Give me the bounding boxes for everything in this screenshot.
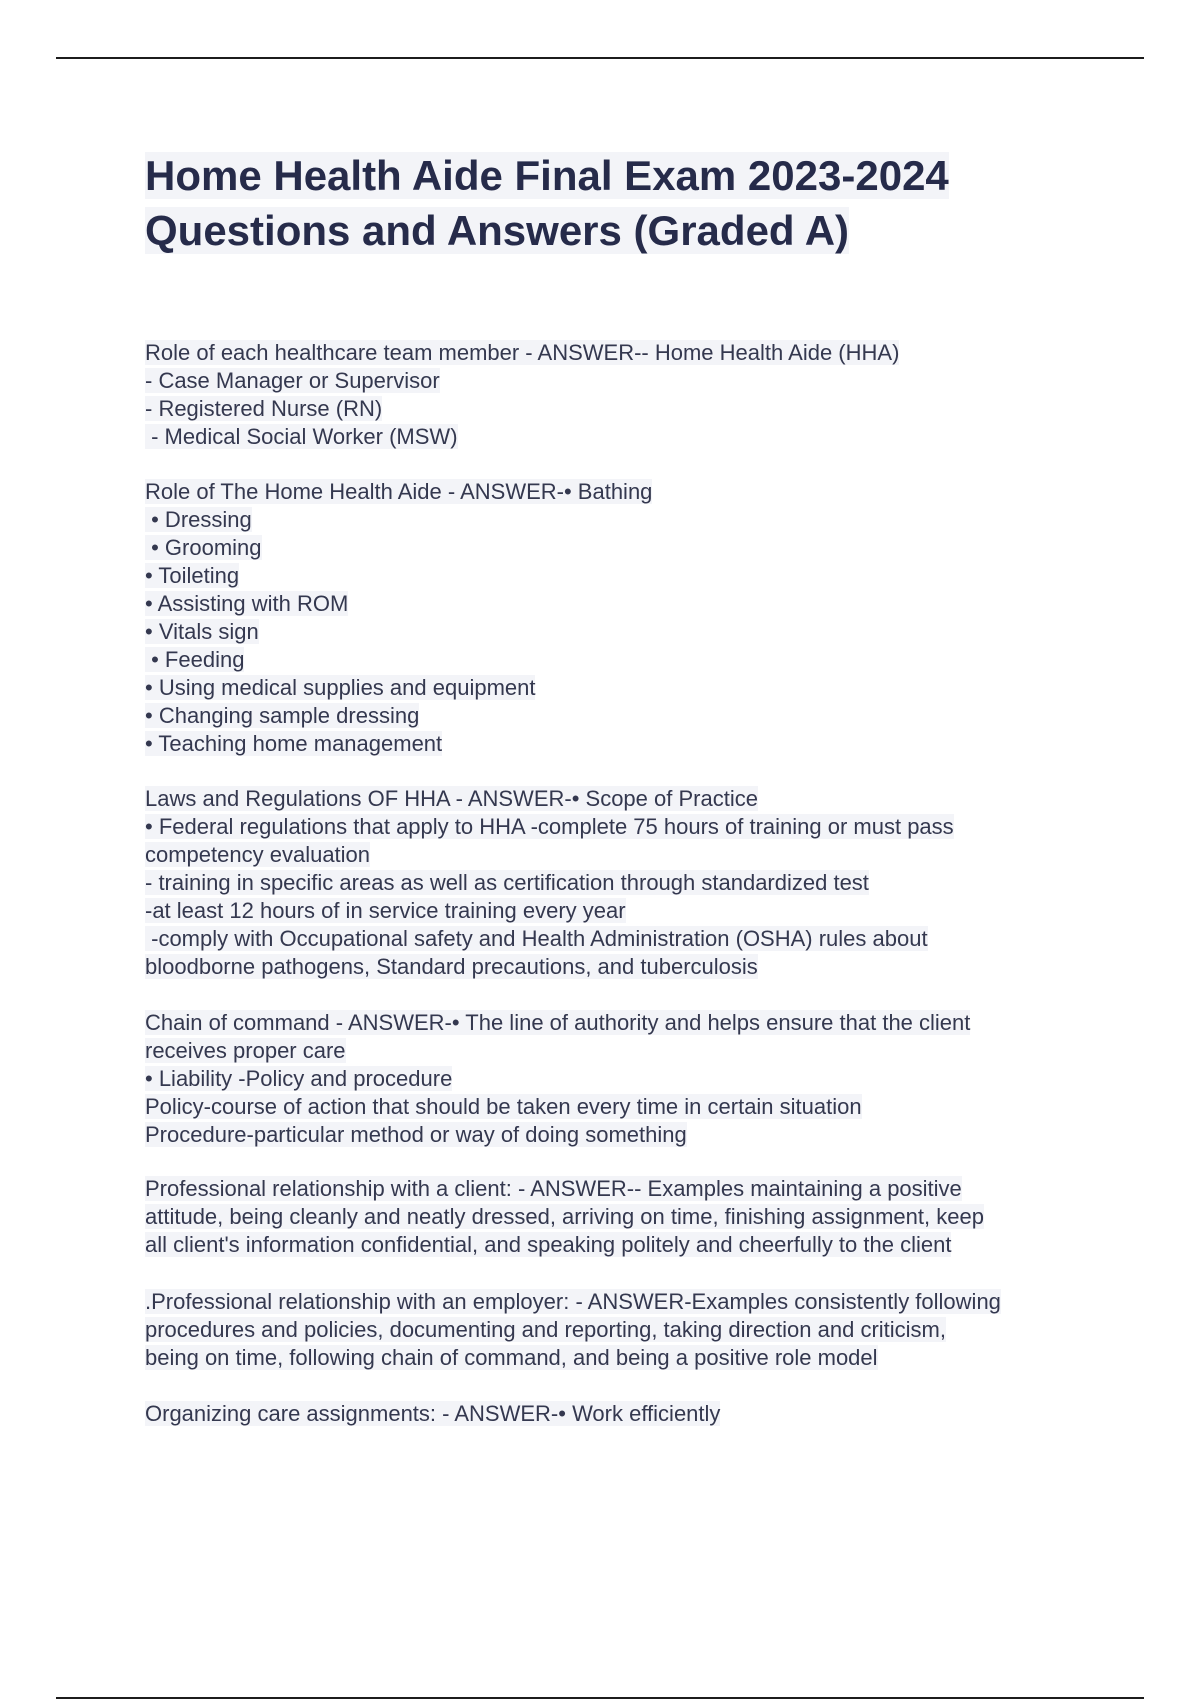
qa-line: competency evaluation xyxy=(145,842,371,867)
qa-line: Laws and Regulations OF HHA - ANSWER-• Scope of Practice xyxy=(145,786,758,811)
qa-line: - Registered Nurse (RN) xyxy=(145,396,383,421)
qa-line: receives proper care xyxy=(145,1038,346,1063)
page-title xyxy=(145,148,1083,258)
qa-line: • Dressing xyxy=(145,507,252,532)
qa-line: • Teaching home management xyxy=(145,731,443,756)
qa-line: Professional relationship with a client: - ANSWER-- Examples maintaining a positive xyxy=(145,1176,962,1201)
qa-item-chain-of-command xyxy=(145,1009,1105,1149)
qa-item-hha-role xyxy=(145,478,1105,758)
qa-line: • Vitals sign xyxy=(145,619,259,644)
qa-line: attitude, being cleanly and neatly dressed, arriving on time, finishing assignment, keep xyxy=(145,1204,984,1229)
qa-line: Procedure-particular method or way of doing something xyxy=(145,1122,687,1147)
qa-item-employer-relationship xyxy=(145,1288,1105,1372)
qa-line: - Medical Social Worker (MSW) xyxy=(145,424,458,449)
qa-line: Chain of command - ANSWER-• The line of authority and helps ensure that the client xyxy=(145,1010,971,1035)
qa-line: • Federal regulations that apply to HHA -complete 75 hours of training or must pass xyxy=(145,814,954,839)
title-line: Home Health Aide Final Exam 2023-2024 xyxy=(145,152,949,199)
qa-line: • Changing sample dressing xyxy=(145,703,420,728)
qa-line: • Liability -Policy and procedure xyxy=(145,1066,453,1091)
qa-line: bloodborne pathogens, Standard precautions, and tuberculosis xyxy=(145,954,758,979)
qa-line: • Toileting xyxy=(145,563,240,588)
qa-line: being on time, following chain of command, and being a positive role model xyxy=(145,1345,878,1370)
qa-line: • Using medical supplies and equipment xyxy=(145,675,536,700)
title-line: Questions and Answers (Graded A) xyxy=(145,207,850,254)
qa-line: .Professional relationship with an employer: - ANSWER-Examples consistently following xyxy=(145,1289,1001,1314)
qa-line: procedures and policies, documenting and reporting, taking direction and criticism, xyxy=(145,1317,946,1342)
qa-line: • Feeding xyxy=(145,647,245,672)
qa-line: all client's information confidential, and speaking politely and cheerfully to the client xyxy=(145,1232,952,1257)
qa-item-laws-regulations xyxy=(145,785,1105,981)
qa-line: Policy-course of action that should be taken every time in certain situation xyxy=(145,1094,862,1119)
qa-line: - training in specific areas as well as certification through standardized test xyxy=(145,870,869,895)
qa-line: • Assisting with ROM xyxy=(145,591,349,616)
qa-line: Organizing care assignments: - ANSWER-• Work efficiently xyxy=(145,1401,721,1426)
qa-line: - Case Manager or Supervisor xyxy=(145,368,440,393)
qa-line: -comply with Occupational safety and Health Administration (OSHA) rules about xyxy=(145,926,928,951)
qa-line: • Grooming xyxy=(145,535,262,560)
qa-item-organizing-care xyxy=(145,1400,1105,1428)
qa-item-team-roles xyxy=(145,339,1105,451)
qa-line: Role of The Home Health Aide - ANSWER-• Bathing xyxy=(145,479,653,504)
qa-line: -at least 12 hours of in service training every year xyxy=(145,898,626,923)
qa-item-client-relationship xyxy=(145,1175,1105,1259)
bottom-rule xyxy=(56,1697,1144,1699)
top-rule xyxy=(56,57,1144,59)
qa-line: Role of each healthcare team member - ANSWER-- Home Health Aide (HHA) xyxy=(145,340,900,365)
